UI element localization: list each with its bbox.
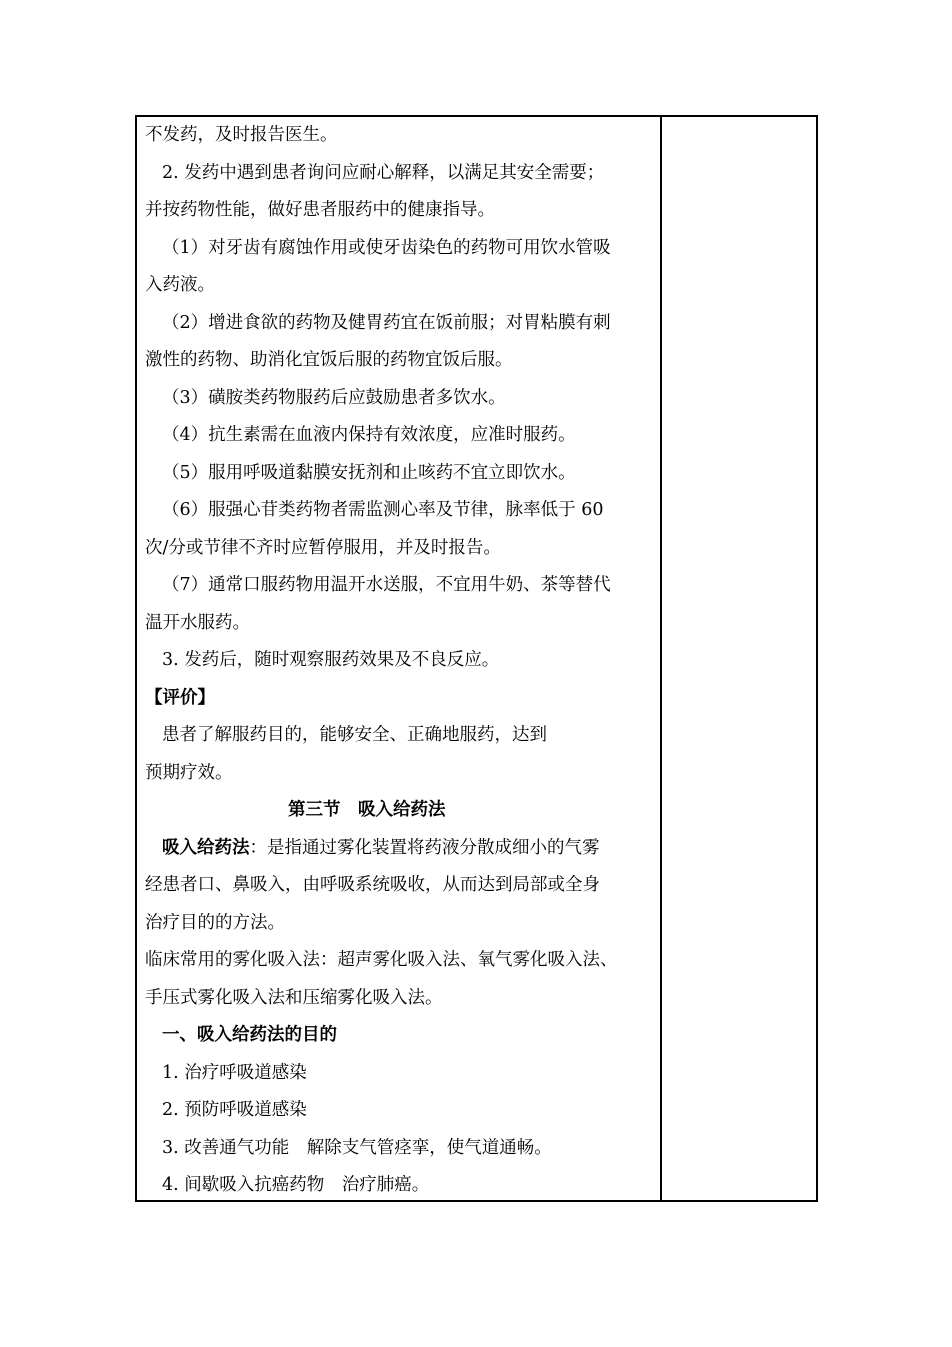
subsection-heading: 一、吸入给药法的目的 xyxy=(162,1025,337,1045)
text-line: 不发药，及时报告医生。 xyxy=(145,125,338,145)
text-line: 患者了解服药目的，能够安全、正确地服药，达到 xyxy=(162,725,547,745)
text-line: （1）对牙齿有腐蚀作用或使牙齿染色的药物可用饮水管吸 xyxy=(162,238,611,258)
text-line: （7）通常口服药物用温开水送服，不宜用牛奶、茶等替代 xyxy=(162,575,611,595)
text-line: 治疗目的的方法。 xyxy=(145,913,285,933)
text-line: （4）抗生素需在血液内保持有效浓度，应准时服药。 xyxy=(162,425,576,445)
text-line: （2）增进食欲的药物及健胃药宜在饭前服；对胃粘膜有刺 xyxy=(162,313,611,333)
text-line: 并按药物性能，做好患者服药中的健康指导。 xyxy=(145,200,495,220)
column-divider xyxy=(660,115,662,1202)
definition-line xyxy=(162,836,600,860)
definition-text: ：是指通过雾化装置将药液分散成细小的气雾 xyxy=(249,838,600,858)
definition-term: 吸入给药法 xyxy=(162,838,250,858)
section-title: 第三节 吸入给药法 xyxy=(288,800,446,820)
text-line: 次/分或节律不齐时应暂停服用，并及时报告。 xyxy=(145,538,501,558)
text-line: （3）磺胺类药物服药后应鼓励患者多饮水。 xyxy=(162,388,506,408)
text-line: 2. 发药中遇到患者询问应耐心解释，以满足其安全需要； xyxy=(162,163,605,183)
list-item: 4. 间歇吸入抗癌药物 治疗肺癌。 xyxy=(162,1175,430,1195)
text-line: 3. 发药后，随时观察服药效果及不良反应。 xyxy=(162,650,500,670)
section-heading: 【评价】 xyxy=(145,688,215,708)
text-line: 临床常用的雾化吸入法：超声雾化吸入法、氧气雾化吸入法、 xyxy=(145,950,618,970)
list-item: 1. 治疗呼吸道感染 xyxy=(162,1063,307,1083)
text-line: 经患者口、鼻吸入，由呼吸系统吸收，从而达到局部或全身 xyxy=(145,875,600,895)
text-line: 激性的药物、助消化宜饭后服的药物宜饭后服。 xyxy=(145,350,513,370)
text-line: 预期疗效。 xyxy=(145,763,233,783)
text-line: 手压式雾化吸入法和压缩雾化吸入法。 xyxy=(145,988,443,1008)
text-line: 温开水服药。 xyxy=(145,613,250,633)
text-line: （5）服用呼吸道黏膜安抚剂和止咳药不宜立即饮水。 xyxy=(162,463,576,483)
text-line: （6）服强心苷类药物者需监测心率及节律，脉率低于 60 xyxy=(162,500,604,520)
list-item: 3. 改善通气功能 解除支气管痉挛，使气道通畅。 xyxy=(162,1138,552,1158)
list-item: 2. 预防呼吸道感染 xyxy=(162,1100,307,1120)
text-line: 入药液。 xyxy=(145,275,215,295)
